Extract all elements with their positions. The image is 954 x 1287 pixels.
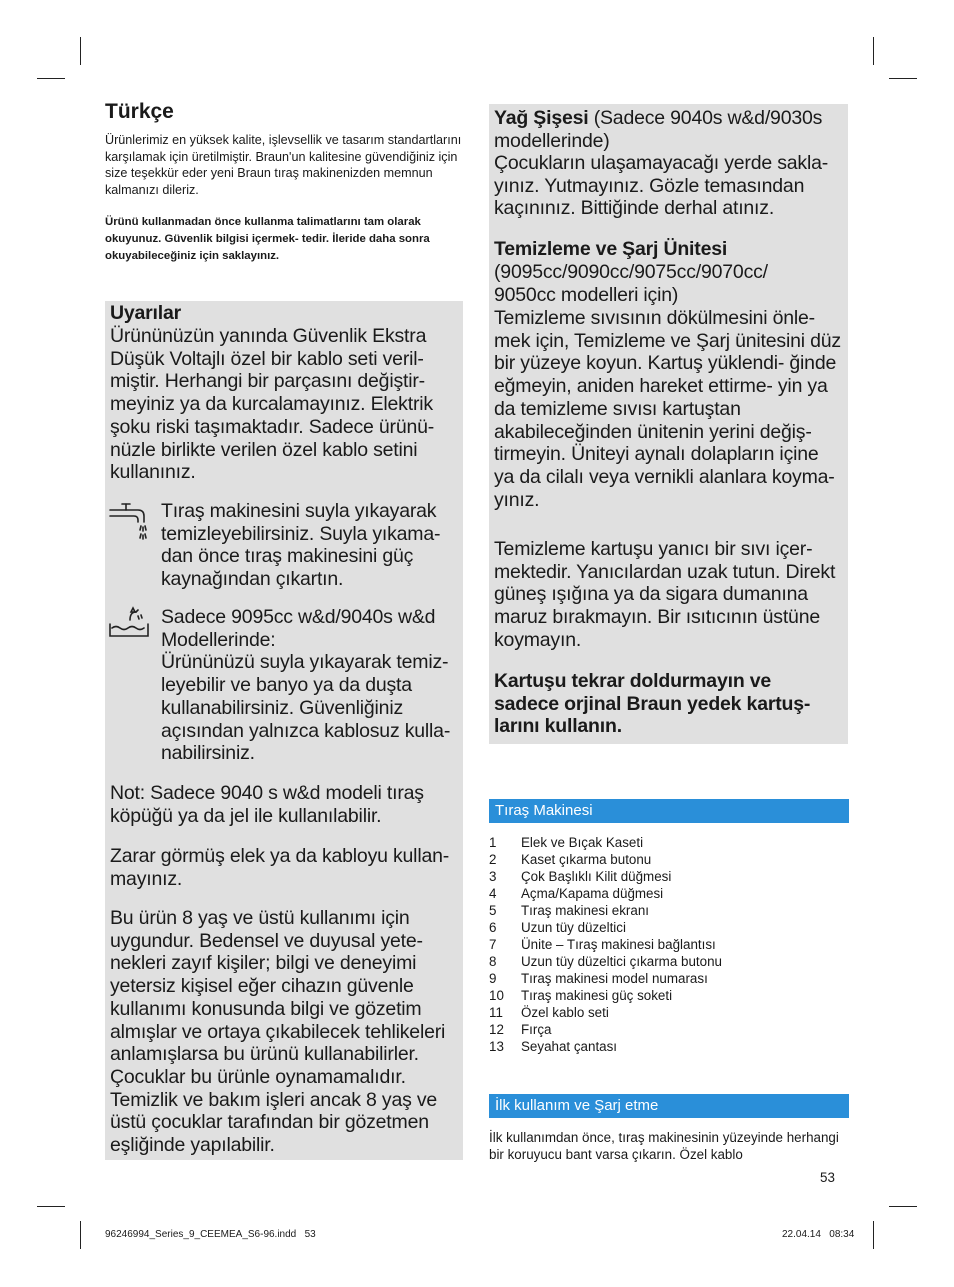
list-item [489,1038,849,1055]
warnings-title: Uyarılar [110,302,182,324]
part-label: Tıraş makinesi model numarası [521,971,708,986]
part-number: 7 [489,937,497,952]
part-number: 1 [489,835,497,850]
bath-water-icon [108,606,152,640]
part-number: 6 [489,920,497,935]
list-item [489,868,849,885]
intro-paragraph: Ürünlerimiz en yüksek kalite, işlevsellik ve tasarım standartlarını karşılamak için üretilmiştir. Braun'un kalitesine güvendiğiniz için size teşekkür eder yeni Braun tıraş makinenizden memnun kalmanızı dileriz. [105,133,462,198]
warnings-paragraph: Ürününüzün yanında Güvenlik Ekstra Düşük Voltajlı özel bir kablo seti veril- miştir. Herhangi bir parçasını değiştir- meyiniz ya da kurcalamayınız. Elektrik şoku riski taşımaktadır. Sadece ürünü- nüzle birlikte verilen özel kablo setini kullanınız. [110,325,435,484]
shaver-section-header: Tıraş Makinesi [489,799,849,823]
faucet-icon [108,500,152,544]
first-use-section-header: İlk kullanım ve Şarj etme [489,1094,849,1118]
footer-file-info: 96246994_Series_9_CEEMEA_S6-96.indd 53 [105,1229,316,1240]
oil-paragraph: Çocukların ulaşamayacağı yerde sakla- yınız. Yutmayınız. Gözle temasından kaçınınız. Bittiğinde derhal atınız. [494,152,829,220]
crop-mark [873,1221,874,1249]
damage-paragraph: Zarar görmüş elek ya da kabloyu kullan- mayınız. [110,845,450,890]
part-label: Ünite – Tıraş makinesi bağlantısı [521,937,716,952]
page-number: 53 [820,1170,835,1185]
note-paragraph: Not: Sadece 9040 s w&d modeli tıraş köpüğü ya da jel ile kullanılabilir. [110,782,424,827]
cartridge-warning: Kartuşu tekrar doldurmayın ve sadece orjinal Braun yedek kartuş- larını kullanın. [494,670,811,738]
intro-warning-paragraph: Ürünü kullanmadan önce kullanma talimatlarını tam olarak okuyunuz. Güvenlik bilgisi içermek- tedir. İleride daha sonra okuyabileceğiniz için saklayınız. [105,216,430,262]
age-paragraph: Bu ürün 8 yaş ve üstü kullanımı için uygundur. Bedensel ve duyusal yete- nekleri zayıf kişiler; bilgi ve deneyimi yetersiz kişisel eğer cihazın güvenle kullanımı konusunda bilgi ve gözetim almışlar ve ortaya çıkabilecek tehlikeleri anlamışlarsa bu ürünü kullanabilirler. Çocuklar bu ürünle oynamamalıdır. Temizlik ve bakım işleri ancak 8 yaş ve üstü çocuklar tarafından bir gözetmen eşliğinde yapılabilir. [110,907,446,1157]
part-label: Açma/Kapama düğmesi [521,886,664,901]
list-item [489,936,849,953]
oil-title [494,107,842,152]
part-number: 5 [489,903,497,918]
part-number: 9 [489,971,497,986]
oil-title-bold: Yağ Şişesi [494,107,589,129]
cleaning-subtitle: (9095cc/9090cc/9075cc/9070cc/ 9050cc modelleri için) [494,261,768,306]
parts-list [489,834,849,1055]
list-item [489,987,849,1004]
list-item [489,919,849,936]
crop-mark [873,37,874,65]
bath-line-models: Sadece 9095cc w&d/9040s w&d [161,606,436,628]
list-item [489,885,849,902]
list-item [489,953,849,970]
list-item [489,902,849,919]
crop-mark [889,1206,917,1207]
part-number: 4 [489,886,497,901]
page-title: Türkçe [105,100,174,123]
part-label: Tıraş makinesi ekranı [521,903,649,918]
first-use-paragraph: İlk kullanımdan önce, tıraş makinesinin yüzeyinde herhangi bir koruyucu bant varsa çıkarın. Özel kablo [489,1130,839,1162]
part-label: Elek ve Bıçak Kaseti [521,835,644,850]
cleaning-title: Temizleme ve Şarj Ünitesi [494,238,728,260]
part-number: 13 [489,1039,504,1054]
part-number: 2 [489,852,497,867]
bath-paragraph [161,606,456,765]
cleaning-paragraph: Temizleme sıvısının dökülmesini önle- mek için, Temizleme ve Şarj ünitesini düz bir yüzeye koyun. Kartuş yüklendi- ğinde eğmeyin, aniden hareket ettirme- yin ya da temizleme sıvısı kartuştan akabileceğinden ünitenin yerini değiş- tirmeyin. Üniteyi aynalı dolapların içine ya da cilalı veya vernikli alanlara koyma- yınız. [494,307,841,511]
list-item [489,1021,849,1038]
faucet-paragraph: Tıraş makinesini suyla yıkayarak temizleyebilirsiniz. Suyla yıkama- dan önce tıraş makinesini güç kaynağından çıkartın. [161,500,441,591]
part-number: 11 [489,1005,503,1020]
part-number: 8 [489,954,497,969]
part-number: 10 [489,988,504,1003]
part-label: Özel kablo seti [521,1005,609,1020]
list-item [489,970,849,987]
footer-date-time: 22.04.14 08:34 [782,1229,855,1240]
part-number: 12 [489,1022,504,1037]
crop-mark [80,37,81,65]
bath-line-label: Modellerinde: [161,628,276,651]
crop-mark [37,78,65,79]
bath-line-text: Ürününüzü suyla yıkayarak temiz- leyebilir ve banyo ya da duşta kullanabilirsiniz. Güvenliğiniz açısından yalnızca kablosuz kulla- nabilirsiniz. [161,651,451,765]
crop-mark [37,1206,65,1207]
part-number: 3 [489,869,497,884]
part-label: Kaset çıkarma butonu [521,852,652,867]
part-label: Seyahat çantası [521,1039,618,1054]
list-item [489,834,849,851]
part-label: Uzun tüy düzeltici çıkarma butonu [521,954,722,969]
part-label: Çok Başlıklı Kilit düğmesi [521,869,672,884]
part-label: Uzun tüy düzeltici [521,920,626,935]
crop-mark [889,78,917,79]
cartridge-paragraph: Temizleme kartuşu yanıcı bir sıvı içer- mektedir. Yanıcılardan uzak tutun. Direkt güneş ışığına ya da sigara dumanına maruz bırakmayın. Bir ısıtıcının üstüne koymayın. [494,538,836,651]
part-label: Fırça [521,1022,552,1037]
crop-mark [80,1221,81,1249]
oil-title-rest: (Sadece 9040s w&d/9030s modellerinde) [494,107,823,152]
list-item [489,851,849,868]
part-label: Tıraş makinesi güç soketi [521,988,673,1003]
list-item [489,1004,849,1021]
